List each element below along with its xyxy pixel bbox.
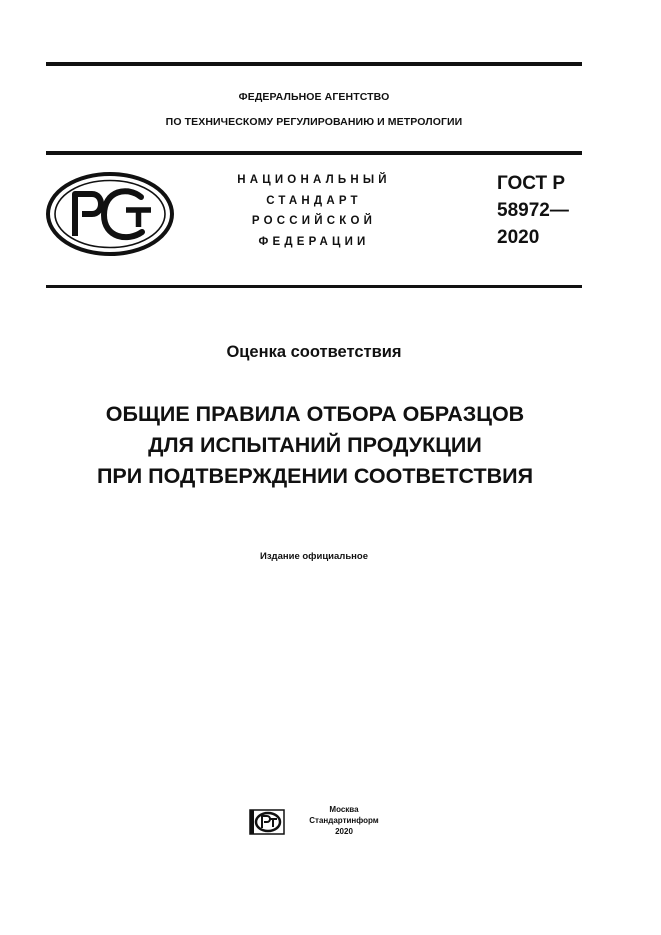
standard-type <box>214 170 414 252</box>
title-line1: ОБЩИЕ ПРАВИЛА ОТБОРА ОБРАЗЦОВ <box>105 402 525 426</box>
edition-label: Издание официальное <box>260 551 368 562</box>
standard-type-line3: РОССИЙСКОЙ <box>251 215 377 227</box>
document-subtitle: Оценка соответствия <box>226 343 402 361</box>
standard-designation <box>497 170 569 251</box>
title-line3: ПРИ ПОДТВЕРЖДЕНИИ СООТВЕТСТВИЯ <box>96 464 534 488</box>
bottom-rule <box>46 285 582 288</box>
publisher-block <box>300 804 388 837</box>
agency-name-line2: ПО ТЕХНИЧЕСКОМУ РЕГУЛИРОВАНИЮ И МЕТРОЛОГИИ <box>165 116 463 128</box>
title-line2: ДЛЯ ИСПЫТАНИЙ ПРОДУКЦИИ <box>148 433 482 457</box>
standard-type-line2: СТАНДАРТ <box>266 194 362 207</box>
standard-type-line4: ФЕДЕРАЦИИ <box>258 235 370 248</box>
standartinform-logo-icon <box>249 808 285 836</box>
publisher-year: 2020 <box>335 827 353 836</box>
publisher-name: Стандартинформ <box>309 816 379 825</box>
rst-certification-emblem-icon <box>46 172 174 256</box>
top-rule <box>46 62 582 66</box>
middle-rule <box>46 151 582 155</box>
agency-name-line1: ФЕДЕРАЛЬНОЕ АГЕНТСТВО <box>238 91 390 103</box>
designation-line3: 2020 <box>497 227 540 248</box>
publisher-city: Москва <box>329 805 359 814</box>
designation-line2: 58972— <box>497 200 569 221</box>
standard-type-line1: НАЦИОНАЛЬНЫЙ <box>237 174 391 186</box>
document-title <box>30 399 600 492</box>
designation-line1: ГОСТ Р <box>497 173 566 194</box>
